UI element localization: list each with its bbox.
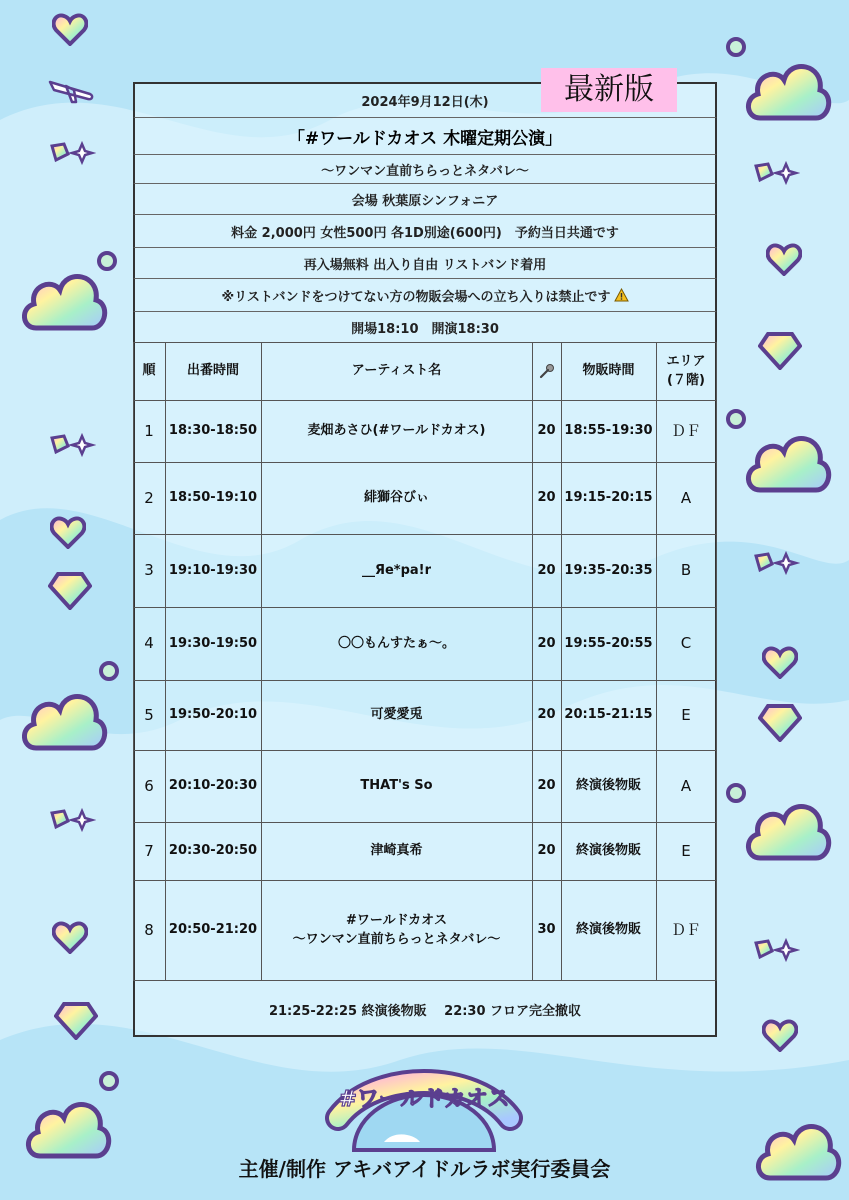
reentry-text: 再入場無料 出入り自由 リストバンド着用 [303, 257, 547, 273]
row-order: 6 [144, 776, 154, 795]
row-minutes: 20 [537, 843, 556, 859]
row-merch-time: 19:55-20:55 [564, 635, 653, 651]
row-slot-time: 19:10-19:30 [168, 562, 258, 578]
reentry-line [133, 248, 717, 279]
microphone-icon [539, 363, 555, 379]
header-slot-time: 出番時間 [186, 363, 239, 379]
organizer-credit: 主催/制作 アキバアイドルラボ実行委員会 [238, 1157, 611, 1181]
row-order: 1 [144, 421, 154, 440]
airplane-icon [46, 72, 96, 106]
price-text: 料金 2,000円 女性500円 各1D別途(600円) 予約当日共通です [231, 225, 619, 241]
row-area: C [680, 634, 692, 653]
sparkle-icon [46, 430, 96, 460]
open-start-times-text: 開場18:10 開演18:30 [351, 321, 499, 337]
gem-icon [54, 1000, 98, 1040]
heart-icon [52, 12, 88, 46]
heart-icon [50, 515, 86, 549]
sparkle-icon [46, 138, 96, 168]
cloud-icon [18, 682, 108, 754]
header-minutes [532, 342, 561, 400]
row-slot-time: 19:50-20:10 [168, 707, 258, 723]
row-slot-time: 20:10-20:30 [168, 778, 258, 794]
latest-version-badge: 最新版 [541, 68, 677, 112]
sparkle-icon [750, 548, 800, 578]
header-artist: アーティスト名 [351, 363, 442, 379]
header-area-floor: (７階) [667, 373, 705, 388]
row-area: B [680, 561, 692, 580]
row-merch-time: 18:55-19:30 [564, 423, 653, 439]
row-merch-time: 終演後物販 [575, 778, 641, 794]
row-slot-time: 20:30-20:50 [168, 843, 258, 859]
logo-text: #ワールドカオス [338, 1087, 510, 1112]
row-slot-time: 18:30-18:50 [168, 423, 258, 439]
heart-icon [762, 645, 798, 679]
heart-icon [762, 1018, 798, 1052]
row-order: 5 [144, 705, 154, 724]
cloud-icon [18, 262, 108, 334]
event-subtitle [133, 155, 717, 184]
row-area: A [680, 488, 692, 507]
row-artist-subtitle: 〜ワンマン直前ちらっとネタバレ〜 [292, 932, 501, 947]
venue-line [133, 184, 717, 215]
heart-icon [766, 242, 802, 276]
row-artist: 〇〇もんすたぁ〜。 [337, 635, 455, 651]
row-minutes: 20 [537, 707, 556, 723]
ring-icon [725, 408, 747, 430]
ring-icon [98, 660, 120, 682]
row-merch-time: 19:35-20:35 [564, 562, 653, 578]
row-minutes: 20 [537, 778, 556, 794]
ring-icon [725, 782, 747, 804]
header-area-label: エリア [666, 353, 706, 369]
event-title [133, 118, 717, 155]
row-merch-time: 終演後物販 [575, 922, 641, 938]
row-order: 3 [144, 561, 154, 580]
row-minutes: 20 [537, 562, 556, 578]
heart-icon [52, 920, 88, 954]
row-merch-time: 19:15-20:15 [564, 490, 653, 506]
row-order: 7 [144, 841, 154, 860]
cloud-icon [22, 1090, 112, 1162]
row-minutes: 30 [537, 922, 556, 938]
header-order: 順 [142, 363, 156, 379]
sparkle-icon [750, 935, 800, 965]
row-area: ＤＦ [670, 920, 701, 939]
event-date-text: 2024年9月12日(木) [361, 95, 489, 110]
price-line [133, 215, 717, 248]
row-artist: 可愛愛兎 [370, 707, 423, 723]
venue-text: 会場 秋葉原シンフォニア [351, 193, 499, 209]
header-area [656, 342, 716, 400]
world-chaos-logo [324, 1050, 524, 1160]
row-artist: 緋獅谷びぃ [363, 490, 429, 506]
schedule-table [133, 342, 717, 980]
gem-icon [758, 702, 802, 742]
row-minutes: 20 [537, 635, 556, 651]
row-artist: 津崎真希 [370, 843, 423, 859]
gem-icon [48, 570, 92, 610]
row-order: 4 [144, 634, 154, 653]
ring-icon [96, 250, 118, 272]
row-area: E [681, 705, 691, 724]
row-artist: __Яe*pa!r [361, 562, 432, 578]
row-slot-time: 19:30-19:50 [168, 635, 258, 651]
cloud-icon [742, 792, 832, 864]
row-minutes: 20 [537, 423, 556, 439]
row-order: 2 [144, 488, 154, 507]
notice-line [133, 279, 717, 312]
row-area: E [681, 841, 691, 860]
header-merch-time: 物販時間 [582, 363, 635, 379]
row-merch-time: 終演後物販 [575, 843, 641, 859]
ring-icon [98, 1070, 120, 1092]
closing-info: 21:25-22:25 終演後物販 22:30 フロア完全撤収 [133, 980, 717, 1038]
row-artist-name: #ワールドカオス [345, 912, 448, 928]
row-area: A [680, 776, 692, 795]
open-start-times [133, 312, 717, 342]
cloud-icon [742, 424, 832, 496]
row-slot-time: 18:50-19:10 [168, 490, 258, 506]
row-order: 8 [144, 920, 154, 939]
row-area: ＤＦ [670, 421, 701, 440]
gem-icon [758, 330, 802, 370]
row-minutes: 20 [537, 490, 556, 506]
warning-icon [614, 288, 629, 302]
row-artist [261, 880, 532, 980]
cloud-icon [742, 52, 832, 124]
sparkle-icon [750, 158, 800, 188]
notice-text: ※リストバンドをつけてない方の物販会場への立ち入りは禁止です [221, 289, 611, 305]
ring-icon [725, 36, 747, 58]
row-merch-time: 20:15-21:15 [564, 707, 653, 723]
row-artist: 麦畑あさひ(#ワールドカオス) [307, 423, 486, 439]
row-slot-time: 20:50-21:20 [168, 922, 258, 938]
event-title-text: 「#ワールドカオス 木曜定期公演」 [287, 128, 563, 149]
sparkle-icon [46, 805, 96, 835]
event-subtitle-text: 〜ワンマン直前ちらっとネタバレ〜 [321, 163, 529, 179]
row-artist: THAT's So [360, 778, 433, 794]
